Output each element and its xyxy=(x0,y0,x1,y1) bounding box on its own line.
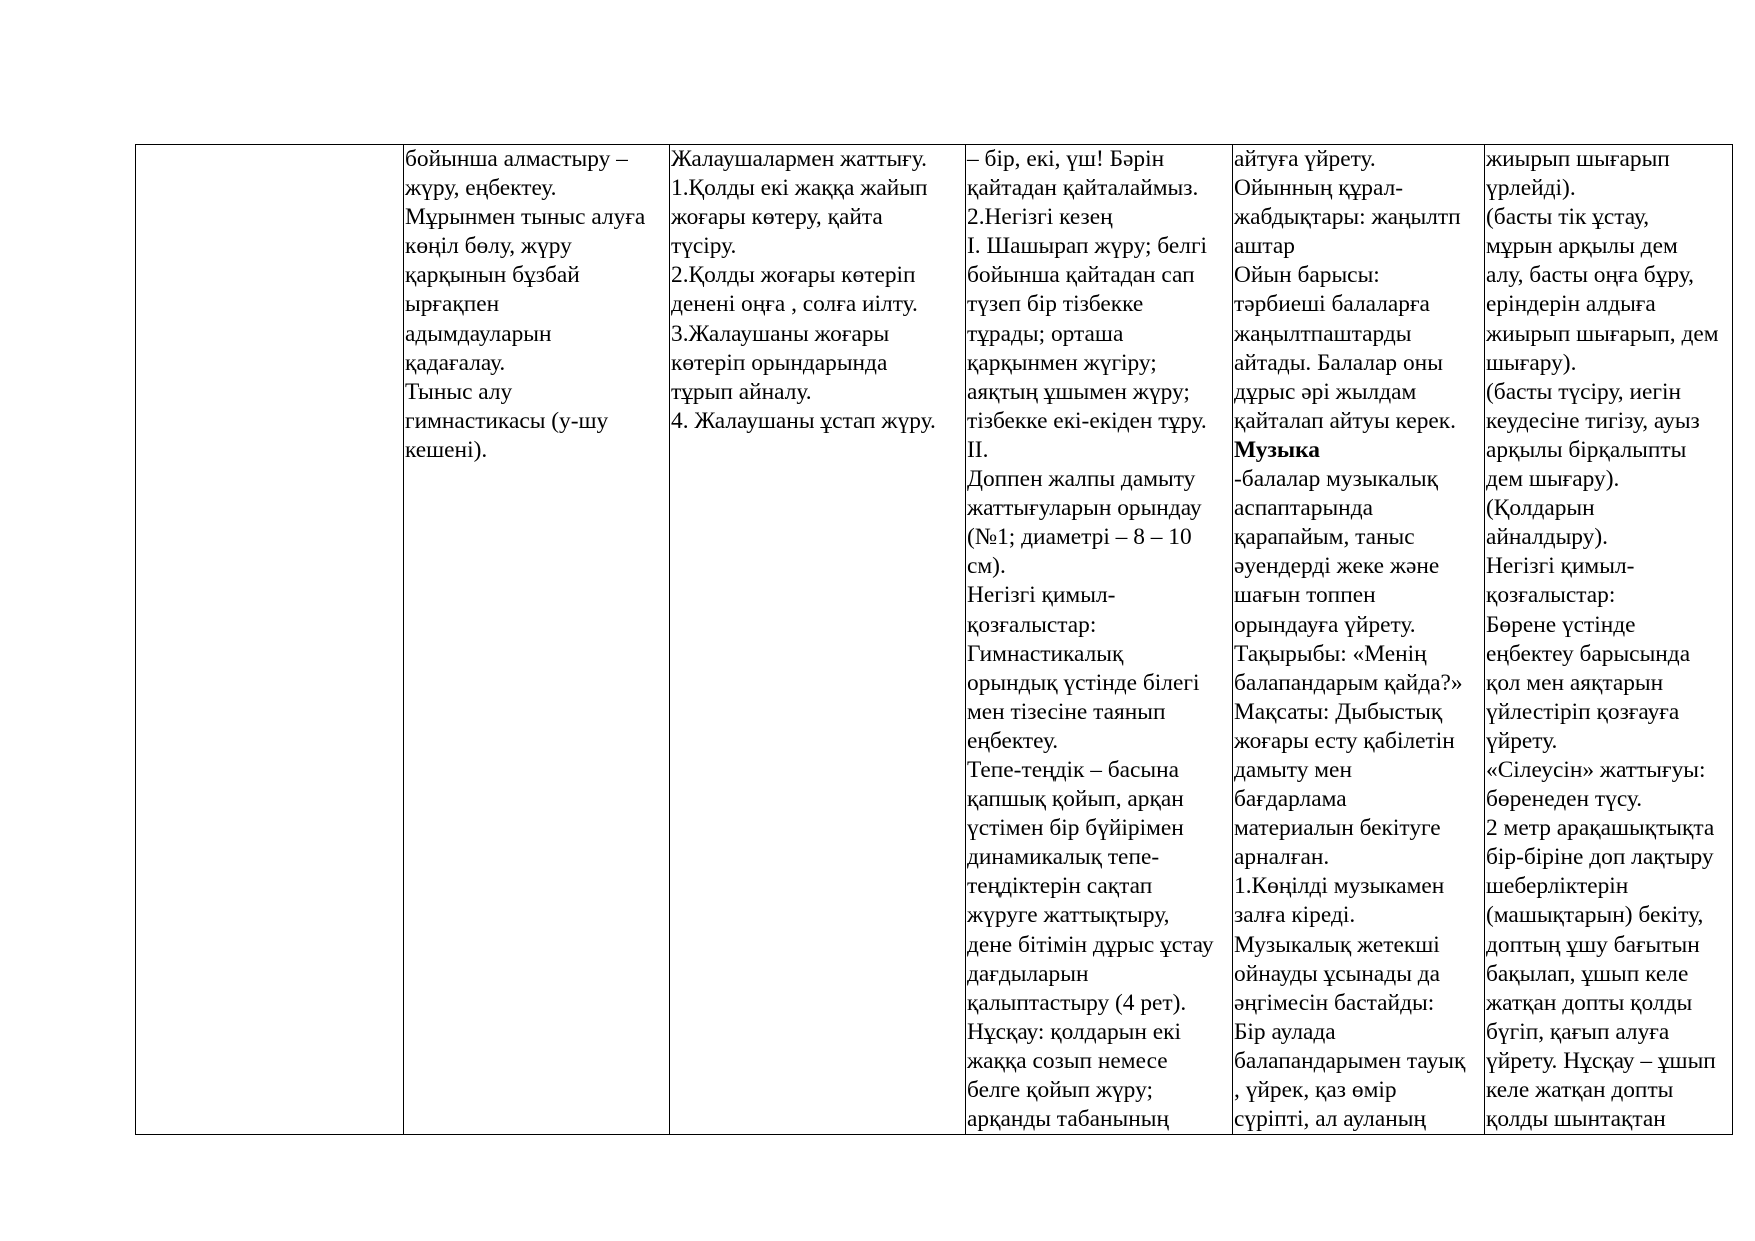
cell-text-line: мен тізесіне таянып xyxy=(967,698,1166,725)
cell-text-line: 1.Көңілді музыкамен xyxy=(1234,873,1445,900)
cell-text-line: мұрын арқылы дем xyxy=(1486,233,1678,260)
cell-text-line: қол мен аяқтарын xyxy=(1486,669,1664,696)
cell-text-line: материалын бекітуге xyxy=(1234,815,1441,842)
cell-text-line: қарқынын бұзбай xyxy=(405,262,580,289)
cell-text-line: Бөрене үстінде xyxy=(1486,611,1636,638)
cell-text-line: орындық үстінде білегі xyxy=(967,669,1200,696)
cell-text-line: жоғары көтеру, қайта xyxy=(671,204,883,231)
cell-text-line: Гимнастикалық xyxy=(967,640,1124,667)
cell-text-line: түзеп бір тізбекке xyxy=(967,291,1144,318)
cell-text-line: қайтадан қайталаймыз. xyxy=(967,175,1199,202)
cell-text-line: ІІ. xyxy=(967,436,989,463)
cell-text-line: белге қойып жүру; xyxy=(967,1077,1153,1103)
cell-text-line: қарапайым, таныс xyxy=(1234,524,1415,551)
cell-text-line: дамыту мен xyxy=(1234,756,1352,783)
cell-text-line: арқылы бірқалыпты xyxy=(1486,436,1687,463)
cell-text-line: 2 метр арақашықтықта xyxy=(1486,815,1715,842)
table-cell-col5 xyxy=(1233,145,1485,1135)
cell-text-line: қарқынмен жүгіру; xyxy=(967,349,1157,376)
cell-text-line: (Қолдарын xyxy=(1486,495,1595,522)
cell-text-line: ойнауды ұсынады да xyxy=(1234,960,1441,987)
cell-text-line: теңдіктерін сақтап xyxy=(967,873,1153,900)
cell-text-line: сүріпті, ал ауланың xyxy=(1234,1106,1426,1133)
cell-text-line: 4. Жалаушаны ұстап жүру. xyxy=(671,407,936,434)
cell-text-line: 2.Қолды жоғары көтеріп xyxy=(671,262,916,289)
cell-text-line: қолды шынтақтан xyxy=(1486,1106,1666,1133)
cell-text-line: үрлейді). xyxy=(1486,175,1576,202)
cell-text-line: Негізгі қимыл- xyxy=(967,582,1116,609)
cell-text-line: үйлестіріп қозғауға xyxy=(1486,698,1680,725)
cell-text-line: , үйрек, қаз өмір xyxy=(1234,1077,1397,1103)
cell-text-line: көтеріп орындарында xyxy=(671,349,888,376)
cell-text-line: үйрету. xyxy=(1486,727,1558,754)
table-cell-col2 xyxy=(404,145,670,1135)
cell-text-line: еріндерін алдыға xyxy=(1486,291,1656,318)
cell-text-line: тұрып айналу. xyxy=(671,378,812,405)
cell-text-line: 1.Қолды екі жаққа жайып xyxy=(671,175,928,202)
cell-text-line: бір-біріне доп лақтыру xyxy=(1486,844,1714,871)
cell-text-line: жиырып шығарып xyxy=(1486,146,1670,172)
cell-text-line: айналдыру). xyxy=(1486,524,1609,551)
cell-text-line: жоғары есту қабілетін xyxy=(1234,727,1455,754)
cell-text-line: -балалар музыкалық xyxy=(1234,466,1438,493)
cell-text-line: айтады. Балалар оны xyxy=(1234,349,1443,376)
cell-text-line: аштар xyxy=(1234,233,1295,260)
cell-text-line: шығару). xyxy=(1486,349,1577,376)
cell-text-line: Доппен жалпы дамыту xyxy=(967,466,1196,493)
cell-text-line: 2.Негізгі кезең xyxy=(967,204,1113,231)
table-row xyxy=(136,145,1733,1135)
cell-text-line: келе жатқан допты xyxy=(1486,1077,1674,1103)
cell-text-line: жаққа созып немесе xyxy=(967,1047,1168,1074)
cell-text-line: (машықтарын) бекіту, xyxy=(1486,902,1704,929)
cell-text-line: жиырып шығарып, дем xyxy=(1486,320,1719,347)
cell-text-line: бөренеден түсу. xyxy=(1486,786,1643,813)
table-cell-col3 xyxy=(670,145,966,1135)
cell-text-line: Жалаушалармен жаттығу. xyxy=(671,146,927,172)
cell-text-line: тізбекке екі-екіден тұру. xyxy=(967,407,1207,434)
cell-text-line: қалыптастыру (4 рет). xyxy=(967,989,1187,1016)
table-cell-col6 xyxy=(1485,145,1733,1135)
cell-text-line: шеберліктерін xyxy=(1486,873,1629,900)
cell-text-line: бойынша қайтадан сап xyxy=(967,262,1195,289)
cell-text-line: бойынша алмастыру – xyxy=(405,146,628,172)
cell-text-line: динамикалық тепе- xyxy=(967,844,1160,871)
cell-text-line: балапандарым қайда?» xyxy=(1234,669,1463,696)
cell-text-line: қадағалау. xyxy=(405,349,506,376)
cell-text-line: бүгіп, қағып алуға xyxy=(1486,1018,1670,1045)
cell-text-line: қайталап айтуы керек. xyxy=(1234,407,1456,434)
cell-text-line: әңгімесін бастайды: xyxy=(1234,989,1435,1016)
cell-text-line: доптың ұшу бағытын xyxy=(1486,931,1700,958)
table-cell-col4 xyxy=(966,145,1233,1135)
cell-text-line: І. Шашырап жүру; белгі xyxy=(967,233,1208,260)
cell-text-line: (басты түсіру, иегін xyxy=(1486,378,1681,405)
cell-text-line: Тақырыбы: «Менің xyxy=(1234,640,1427,667)
cell-text-line: үстімен бір бүйірімен xyxy=(967,815,1184,842)
cell-text-line: Мақсаты: Дыбыстық xyxy=(1234,698,1443,725)
cell-text-line: адымдауларын xyxy=(405,320,552,347)
cell-text-line: еңбектеу. xyxy=(967,727,1059,754)
cell-text-line: балапандарымен тауық xyxy=(1234,1047,1466,1074)
cell-text-line: ырғақпен xyxy=(405,291,500,318)
cell-text-line: – бір, екі, үш! Бәрін xyxy=(967,146,1165,172)
cell-text-line: жаңылтпаштарды xyxy=(1234,320,1412,347)
cell-text-line: Бір аулада xyxy=(1234,1018,1336,1045)
cell-text-line: жаттығуларын орындау xyxy=(967,495,1202,522)
cell-text-line: тәрбиеші балаларға xyxy=(1234,291,1430,318)
cell-text-line: Тыныс алу xyxy=(405,378,513,405)
cell-text-line: түсіру. xyxy=(671,233,737,260)
cell-text-line: см). xyxy=(967,553,1006,580)
cell-text-line: (басты тік ұстау, xyxy=(1486,204,1650,231)
cell-text-line: шағын топпен xyxy=(1234,582,1376,609)
cell-text-line: алу, басты оңға бұру, xyxy=(1486,262,1694,289)
cell-text-line: жүруге жаттықтыру, xyxy=(967,902,1170,929)
cell-text-line: аяқтың ұшымен жүру; xyxy=(967,378,1190,405)
cell-text-line: Музыка xyxy=(1234,436,1320,463)
cell-text-line: дене бітімін дұрыс ұстау xyxy=(967,931,1214,958)
cell-text-line: қозғалыстар: xyxy=(967,611,1097,638)
cell-text-line: 3.Жалаушаны жоғары xyxy=(671,320,890,347)
cell-text-line: үйрету. Нұсқау – ұшып xyxy=(1486,1047,1716,1074)
cell-text-line: денені оңға , солға иілту. xyxy=(671,291,918,318)
cell-text-line: Негізгі қимыл- xyxy=(1486,553,1635,580)
cell-text-line: бағдарлама xyxy=(1234,786,1347,813)
cell-text-line: арналған. xyxy=(1234,844,1330,871)
cell-text-line: арқанды табанының xyxy=(967,1106,1169,1133)
cell-text-line: Тепе-теңдік – басына xyxy=(967,756,1180,783)
cell-text-line: кеудесіне тигізу, ауыз xyxy=(1486,407,1700,434)
cell-text-line: еңбектеу барысында xyxy=(1486,640,1691,667)
cell-text-line: Ойын барысы: xyxy=(1234,262,1380,289)
cell-text-line: жабдықтары: жаңылтп xyxy=(1234,204,1461,231)
cell-text-line: бақылап, ұшып келе xyxy=(1486,960,1689,987)
cell-text-line: кешені). xyxy=(405,436,488,463)
cell-text-line: дұрыс әрі жылдам xyxy=(1234,378,1417,405)
cell-text-line: залға кіреді. xyxy=(1234,902,1356,929)
cell-text-line: дем шығару). xyxy=(1486,466,1620,493)
cell-text-line: көңіл бөлу, жүру xyxy=(405,233,572,260)
cell-text-line: жатқан допты қолды xyxy=(1486,989,1693,1016)
cell-text-line: Музыкалық жетекші xyxy=(1234,931,1440,958)
cell-text-line: (№1; диаметрі – 8 – 10 xyxy=(967,524,1192,551)
cell-text-line: жүру, еңбектеу. xyxy=(405,175,557,202)
cell-text-line: Нұсқау: қолдарын екі xyxy=(967,1018,1181,1045)
cell-text-line: орындауға үйрету. xyxy=(1234,611,1416,638)
table-cell-col1 xyxy=(136,145,404,1135)
cell-text-line: Мұрынмен тыныс алуға xyxy=(405,204,646,231)
cell-text-line: әуендерді жеке және xyxy=(1234,553,1440,580)
cell-text-line: гимнастикасы (у-шу xyxy=(405,407,609,434)
cell-text-line: тұрады; орташа xyxy=(967,320,1124,347)
cell-text-line: қозғалыстар: xyxy=(1486,582,1616,609)
cell-text-line: дағдыларын xyxy=(967,960,1089,987)
cell-text-line: «Сілеусін» жаттығуы: xyxy=(1486,756,1706,783)
cell-text-line: Ойынның құрал- xyxy=(1234,175,1404,202)
cell-text-line: қапшық қойып, арқан xyxy=(967,786,1184,813)
cell-text-line: айтуға үйрету. xyxy=(1234,146,1376,172)
cell-text-line: аспаптарында xyxy=(1234,495,1373,522)
plan-table xyxy=(135,144,1733,1135)
